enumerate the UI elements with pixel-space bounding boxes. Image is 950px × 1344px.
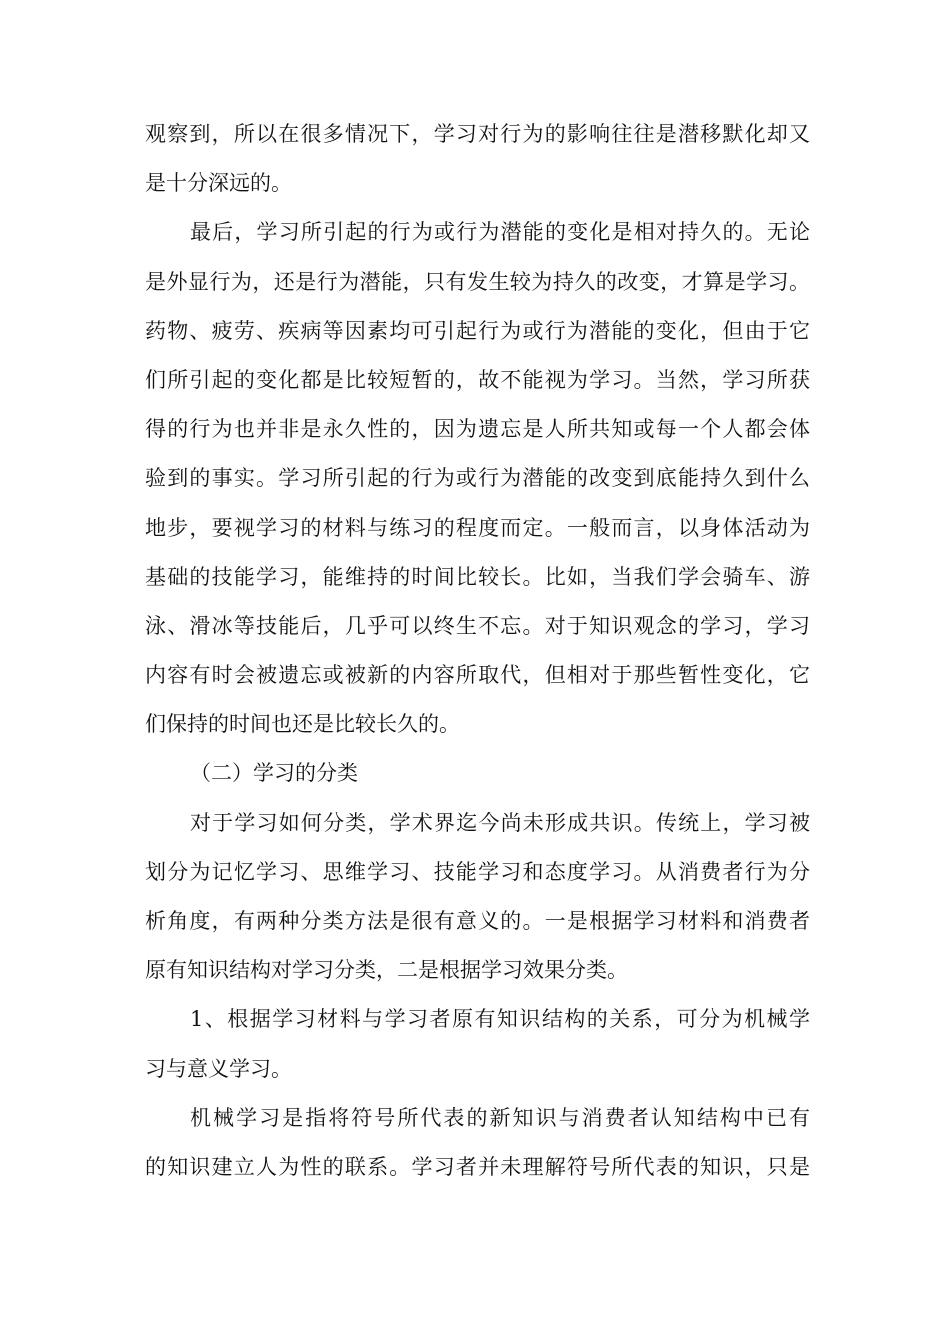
text-line: 们所引起的变化都是比较短暂的，故不能视为学习。当然，学习所获 — [145, 367, 810, 392]
text-line: 得的行为也并非是永久性的，因为遗忘是人所共知或每一个人都会体 — [145, 417, 810, 442]
paragraph-first-line: 最后，学习所引起的行为或行为潜能的变化是相对持久的。无论 — [190, 220, 810, 245]
text-line: 析角度，有两种分类方法是很有意义的。一是根据学习材料和消费者 — [145, 909, 810, 933]
text-line: 是外显行为，还是行为潜能，只有发生较为持久的改变，才算是学习。 — [145, 269, 810, 294]
text-line: 药物、疲劳、疾病等因素均可引起行为或行为潜能的变化，但由于它 — [145, 318, 810, 343]
section-heading: （二）学习的分类 — [190, 761, 358, 786]
text-line: 是十分深远的。 — [145, 171, 292, 196]
text-line: 们保持的时间也还是比较长久的。 — [145, 712, 460, 737]
text-line: 原有知识结构对学习分类，二是根据学习效果分类。 — [145, 958, 628, 983]
text-line: 地步，要视学习的材料与练习的程度而定。一般而言，以身体活动为 — [145, 515, 810, 540]
text-line: 基础的技能学习，能维持的时间比较长。比如，当我们学会骑车、游 — [145, 564, 810, 589]
text-line: 划分为记忆学习、思维学习、技能学习和态度学习。从消费者行为分 — [145, 859, 810, 884]
text-line: 的知识建立人为性的联系。学习者并未理解符号所代表的知识，只是 — [145, 1154, 810, 1179]
text-line: 观察到，所以在很多情况下，学习对行为的影响往往是潜移默化却又 — [145, 122, 810, 146]
text-line: 验到的事实。学习所引起的行为或行为潜能的改变到底能持久到什么 — [145, 466, 810, 491]
document-body — [145, 110, 810, 1192]
paragraph-first-line: 对于学习如何分类，学术界迄今尚未形成共识。传统上，学习被 — [190, 810, 810, 835]
paragraph-first-line: 机械学习是指将符号所代表的新知识与消费者认知结构中已有 — [190, 1105, 810, 1130]
text-line: 泳、滑冰等技能后，几乎可以终生不忘。对于知识观念的学习，学习 — [145, 613, 810, 638]
paragraph-first-line: 1、根据学习材料与学习者原有知识结构的关系，可分为机械学 — [190, 1007, 810, 1032]
text-line: 内容有时会被遗忘或被新的内容所取代，但相对于那些暂性变化，它 — [145, 663, 810, 688]
text-line: 习与意义学习。 — [145, 1056, 292, 1081]
